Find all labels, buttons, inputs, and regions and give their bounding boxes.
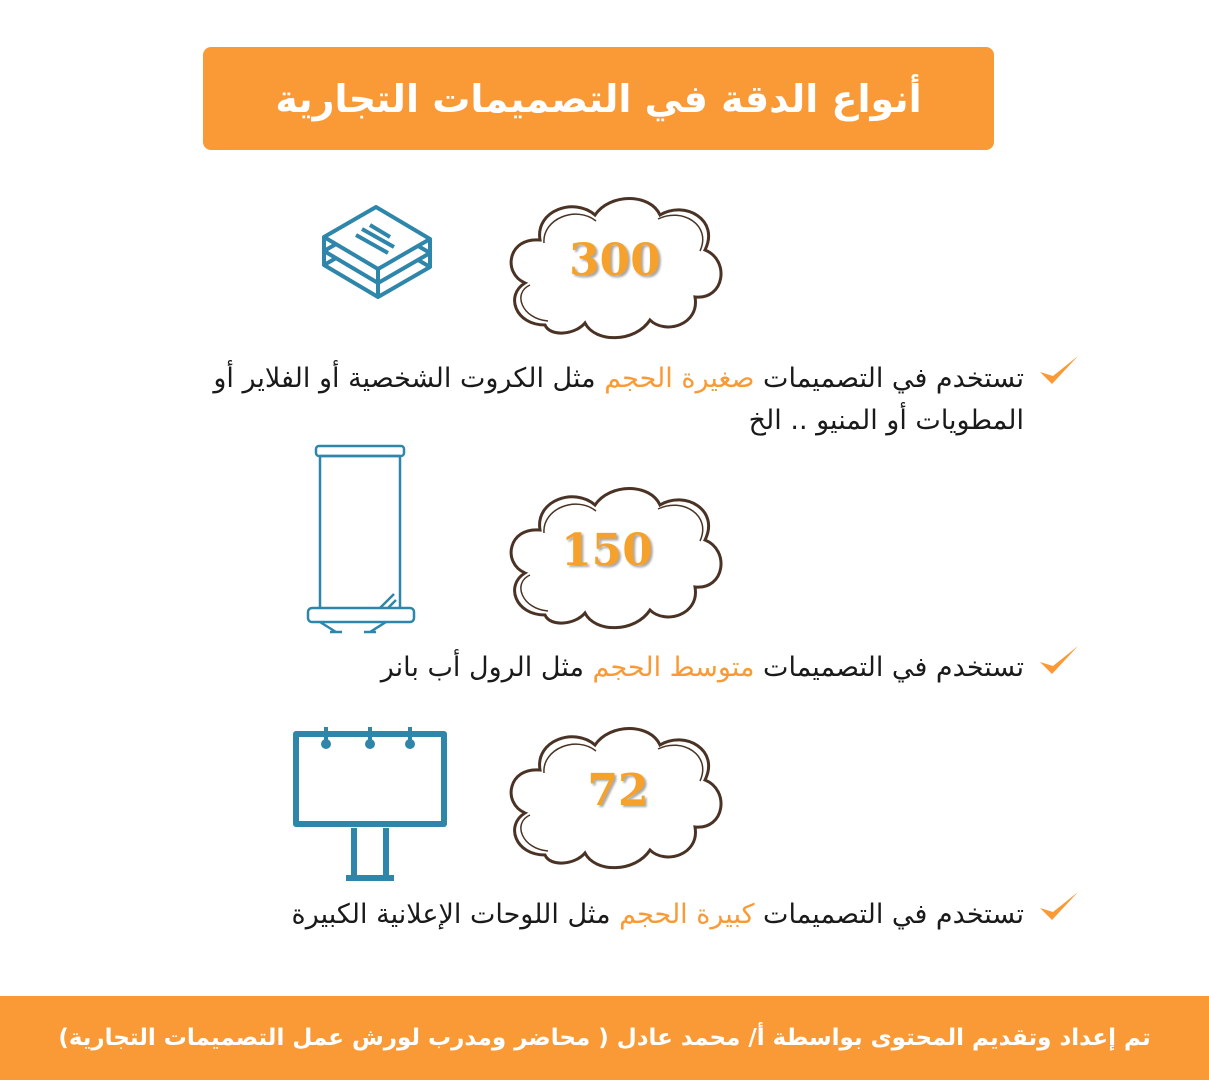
title-banner [203, 47, 994, 150]
footer-banner [0, 996, 1209, 1080]
footer-credit: تم إعداد وتقديم المحتوى بواسطة أ/ محمد عادل ( محاضر ومدرب لورش عمل التصميمات التجارية) [58, 1025, 1151, 1051]
description-text-end: مثل اللوحات الإعلانية الكبيرة [291, 899, 620, 930]
resolution-value: 150 [561, 525, 653, 576]
resolution-cloud-150 [500, 475, 730, 635]
description-item-3 [134, 894, 1024, 936]
size-highlight: كبيرة الحجم [619, 899, 755, 930]
description-item-1 [134, 358, 1024, 442]
resolution-cloud-72 [500, 715, 730, 875]
resolution-value: 72 [587, 765, 649, 816]
size-highlight: صغيرة الحجم [604, 363, 755, 394]
description-text-start: تستخدم في التصميمات [754, 363, 1024, 394]
description-text-start: تستخدم في التصميمات [754, 652, 1024, 683]
description-item-2 [134, 647, 1024, 689]
checkmark-icon [1037, 352, 1081, 388]
checkmark-icon [1037, 888, 1081, 924]
rollup-banner-icon [300, 440, 420, 640]
stacked-papers-icon [318, 205, 438, 323]
description-text-end: مثل الكروت الشخصية أو الفلاير أو المطويات أو المنيو .. الخ [213, 363, 1024, 436]
description-text-end: مثل الرول أب بانر [380, 652, 593, 683]
resolution-cloud-300 [500, 185, 730, 345]
page-title: أنواع الدقة في التصميمات التجارية [275, 76, 922, 121]
resolution-value: 300 [569, 235, 661, 286]
billboard-icon [290, 724, 450, 884]
checkmark-icon [1037, 642, 1081, 678]
description-text-start: تستخدم في التصميمات [754, 899, 1024, 930]
size-highlight: متوسط الحجم [592, 652, 755, 683]
